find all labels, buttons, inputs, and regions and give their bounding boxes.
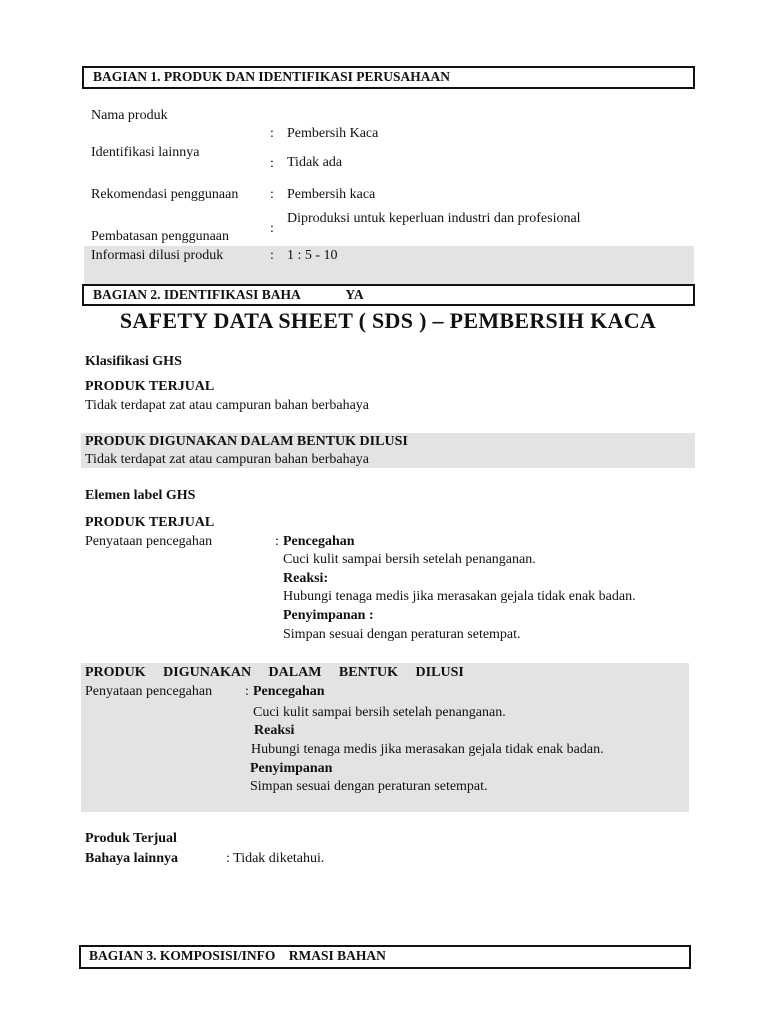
ghs-class-diluted-title: PRODUK DIGUNAKAN DALAM BENTUK DILUSI <box>85 434 408 449</box>
section2-header <box>82 284 695 306</box>
ghs-label-diluted-storage-title: Penyimpanan <box>250 761 333 776</box>
ghs-classification-heading: Klasifikasi GHS <box>85 354 182 369</box>
section2-header-text-a: BAGIAN 2. IDENTIFIKASI BAHA <box>93 287 301 302</box>
ghs-label-diluted-reaction-text: Hubungi tenaga medis jika merasakan gejala tidak enak badan. <box>251 742 604 757</box>
section3-header-text-a: BAGIAN 3. KOMPOSISI/INFO <box>89 948 276 963</box>
document-title: SAFETY DATA SHEET ( SDS ) – PEMBERSIH KACA <box>119 308 657 333</box>
section1-header <box>82 66 695 89</box>
label-informasi-dilusi: Informasi dilusi produk <box>91 248 224 263</box>
value-identifikasi-lainnya: Tidak ada <box>287 155 343 170</box>
ghs-label-sold-title: PRODUK TERJUAL <box>85 515 215 530</box>
value-informasi-dilusi: 1 : 5 - 10 <box>287 248 338 263</box>
ghs-label-diluted-prevention-text: Cuci kulit sampai bersih setelah penanganan. <box>253 705 506 720</box>
ghs-label-sold-prevention-title: Pencegahan <box>283 534 355 549</box>
other-hazards-title: Produk Terjual <box>85 831 177 846</box>
section3-header-text-b: RMASI BAHAN <box>288 948 386 963</box>
ghs-class-sold-title: PRODUK TERJUAL <box>85 379 215 394</box>
ghs-label-sold-prevention-text: Cuci kulit sampai bersih setelah penanganan. <box>283 552 536 567</box>
ghs-label-sold-colon: : <box>275 534 279 549</box>
section1-header-text: BAGIAN 1. PRODUK DAN IDENTIFIKASI PERUSAHAAN <box>93 69 451 84</box>
label-rekomendasi: Rekomendasi penggunaan <box>91 187 239 202</box>
value-rekomendasi: Pembersih kaca <box>287 187 376 202</box>
ghs-label-diluted-colon: : <box>245 684 249 699</box>
other-hazards-label: Bahaya lainnya <box>85 851 178 866</box>
value-pembatasan: Diproduksi untuk keperluan industri dan profesional <box>287 211 581 226</box>
ghs-label-diluted-prevention-title: Pencegahan <box>253 684 325 699</box>
section3-header <box>79 945 691 969</box>
ghs-label-diluted-statement-label: Penyataan pencegahan <box>85 684 213 699</box>
label-nama-produk: Nama produk <box>91 108 168 123</box>
ghs-label-sold-reaction-title: Reaksi: <box>283 571 329 586</box>
other-hazards-value: : Tidak diketahui. <box>226 851 325 866</box>
ghs-class-diluted-text: Tidak terdapat zat atau campuran bahan berbahaya <box>85 452 370 467</box>
label-pembatasan: Pembatasan penggunaan <box>91 229 230 244</box>
colon-informasi-dilusi: : <box>270 248 274 263</box>
ghs-label-sold-storage-text: Simpan sesuai dengan peraturan setempat. <box>283 627 521 642</box>
label-identifikasi-lainnya: Identifikasi lainnya <box>91 145 200 160</box>
value-nama-produk: Pembersih Kaca <box>287 126 379 141</box>
ghs-label-diluted-reaction-title: Reaksi <box>254 723 295 738</box>
section2-header-text-b: YA <box>345 287 364 302</box>
colon-rekomendasi: : <box>270 187 274 202</box>
ghs-label-diluted-storage-text: Simpan sesuai dengan peraturan setempat. <box>250 779 488 794</box>
ghs-class-sold-text: Tidak terdapat zat atau campuran bahan berbahaya <box>85 398 370 413</box>
ghs-label-heading: Elemen label GHS <box>85 488 196 503</box>
colon-pembatasan: : <box>270 221 274 236</box>
ghs-label-sold-statement-label: Penyataan pencegahan <box>85 534 213 549</box>
colon-identifikasi-lainnya: : <box>270 156 274 171</box>
ghs-label-sold-reaction-text: Hubungi tenaga medis jika merasakan gejala tidak enak badan. <box>283 589 636 604</box>
ghs-label-sold-storage-title: Penyimpanan : <box>283 608 374 623</box>
ghs-label-diluted-title: PRODUK DIGUNAKAN DALAM BENTUK DILUSI <box>85 665 464 680</box>
colon-nama-produk: : <box>270 126 274 141</box>
